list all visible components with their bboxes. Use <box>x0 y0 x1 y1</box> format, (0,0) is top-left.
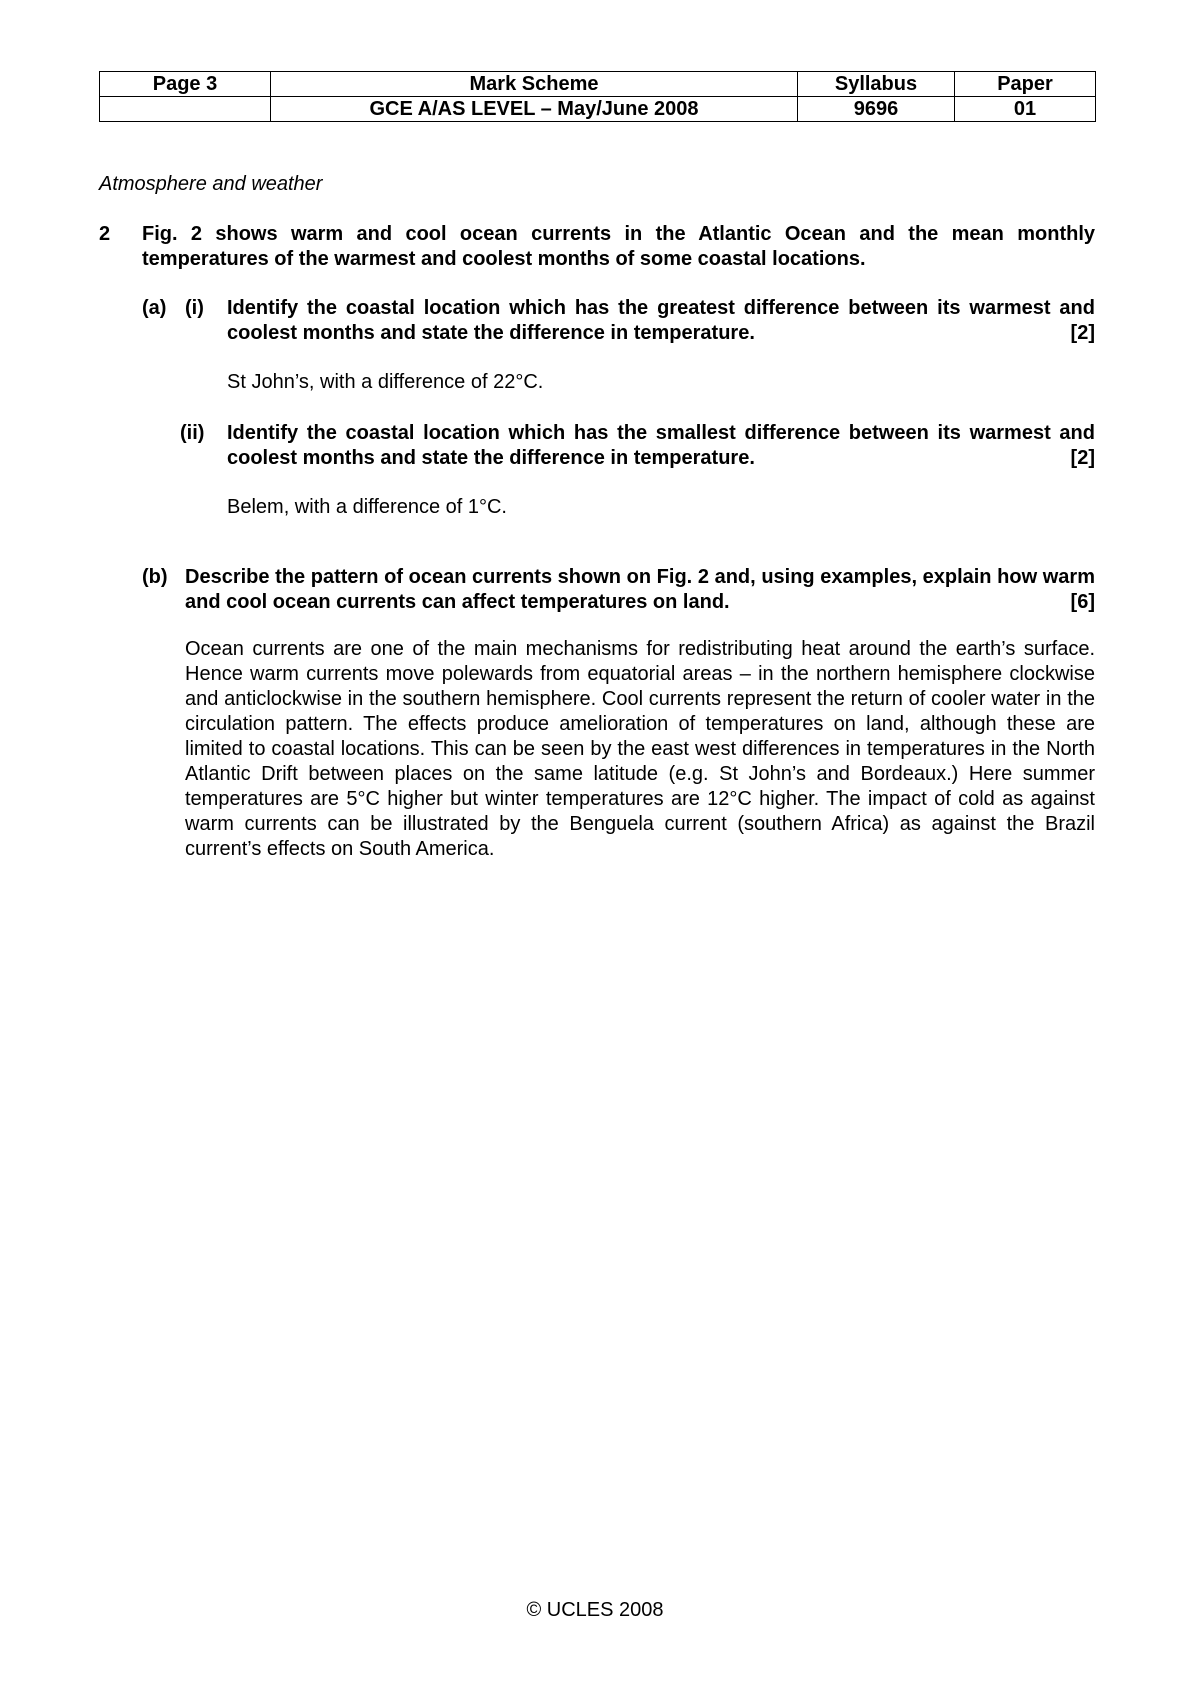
subpart-i-text: Identify the coastal location which has the greatest difference between its warmest and coolest months and state the difference in temperature. <box>227 297 1095 344</box>
part-b-marks: [6] <box>1070 591 1095 613</box>
empty-cell <box>100 97 271 122</box>
exam-session-cell: GCE A/AS LEVEL – May/June 2008 <box>271 97 798 122</box>
part-b-answer: Ocean currents are one of the main mechanisms for redistributing heat around the earth’s surface. Hence warm currents move polewards from equatorial areas – in the northern hemisphere clockwise and anticlockwise in the southern hemisphere. Cool currents represent the return of cooler water in the circulation pattern. The effects produce amelioration of temperatures on land, although these are limited to coastal locations. This can be seen by the east west differences in temperatures in the North Atlantic Drift between places on the same latitude (e.g. St John’s and Bordeaux.) Here summer temperatures are 5°C higher but winter temperatures are 12°C higher. The impact of cold as against warm currents can be illustrated by the Benguela current (southern Africa) as against the Brazil current’s effects on South America. <box>185 638 1095 860</box>
copyright-footer: © UCLES 2008 <box>526 1599 664 1621</box>
page-number-cell: Page 3 <box>100 72 271 97</box>
syllabus-code-cell: 9696 <box>798 97 955 122</box>
section-heading: Atmosphere and weather <box>99 173 323 195</box>
subpart-i-answer: St John’s, with a difference of 22°C. <box>227 371 544 393</box>
question-stem: Fig. 2 shows warm and cool ocean currents in the Atlantic Ocean and the mean monthly temperatures of the warmest and coolest months of some coastal locations. <box>142 223 1095 270</box>
subpart-ii-marks: [2] <box>1070 447 1095 469</box>
question-number: 2 <box>99 223 111 245</box>
document-type-cell: Mark Scheme <box>271 72 798 97</box>
subpart-ii-answer: Belem, with a difference of 1°C. <box>227 496 507 518</box>
subpart-ii-question <box>227 421 1095 471</box>
subpart-i-label: (i) <box>185 297 204 319</box>
subpart-ii-label: (ii) <box>180 422 205 444</box>
part-b-label: (b) <box>142 566 168 588</box>
subpart-i-marks: [2] <box>1070 322 1095 344</box>
subpart-ii-text: Identify the coastal location which has the smallest difference between its warmest and coolest months and state the difference in temperature. <box>227 422 1095 469</box>
paper-number-cell: 01 <box>955 97 1096 122</box>
paper-label-cell: Paper <box>955 72 1096 97</box>
part-b-question <box>185 565 1095 615</box>
part-a-label: (a) <box>142 297 167 319</box>
part-b-text: Describe the pattern of ocean currents shown on Fig. 2 and, using examples, explain how warm and cool ocean currents can affect temperatures on land. <box>185 566 1095 613</box>
subpart-i-question <box>227 296 1095 346</box>
header-row <box>100 72 1096 97</box>
header-table <box>99 71 1096 122</box>
header-row <box>100 97 1096 122</box>
syllabus-label-cell: Syllabus <box>798 72 955 97</box>
